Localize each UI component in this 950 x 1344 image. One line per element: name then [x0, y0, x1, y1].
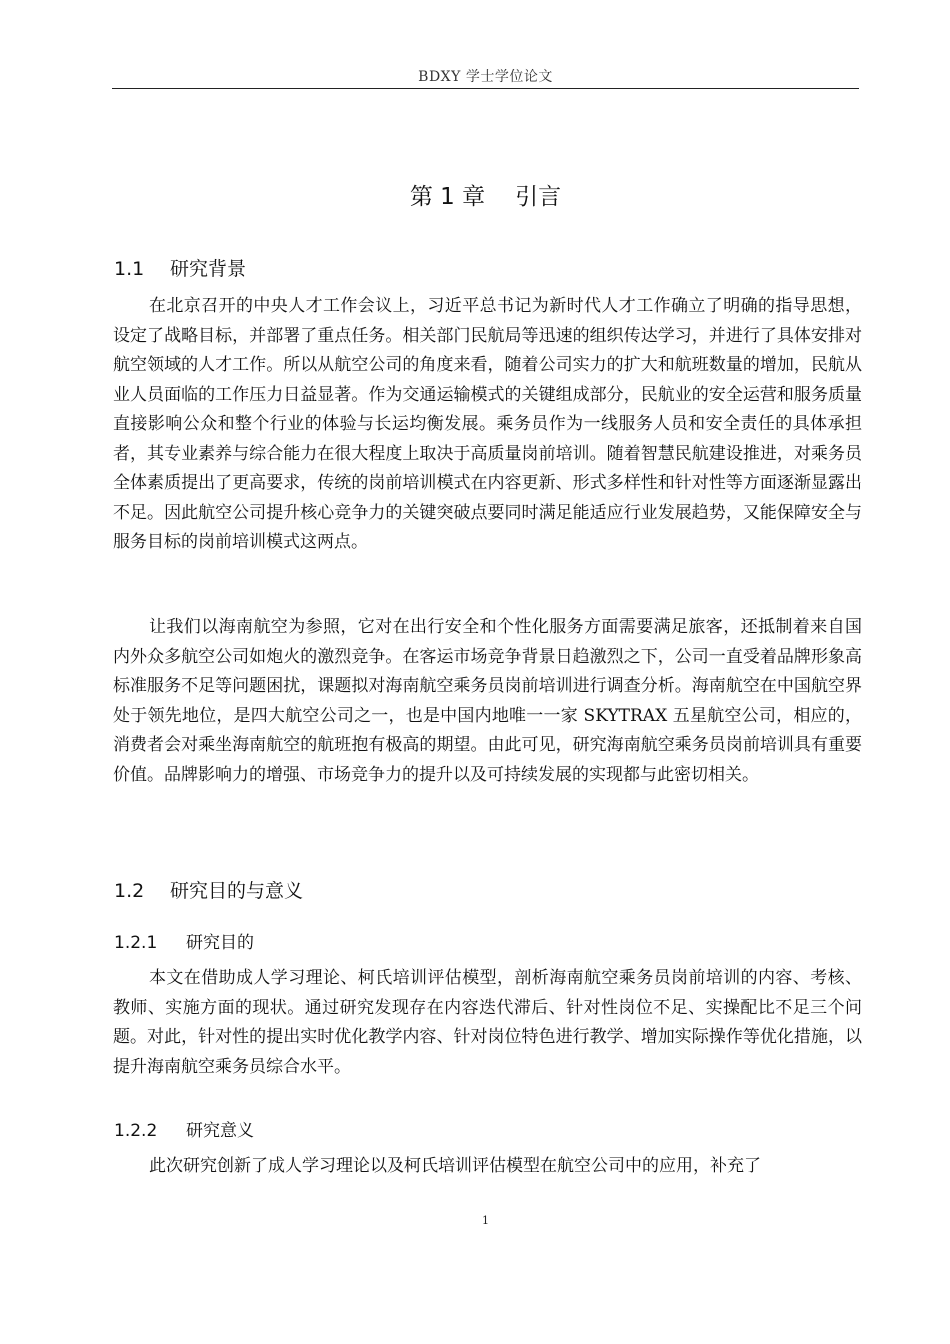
- section-heading-1-2: [114, 876, 303, 903]
- chapter-name: 引言: [515, 184, 562, 210]
- header-divider: [112, 88, 859, 89]
- section-number: 1.1: [114, 258, 145, 280]
- section-heading-1-1: [114, 254, 246, 281]
- subsection-number: 1.2.2: [114, 1121, 158, 1141]
- subsection-heading-1-2-1: [114, 928, 254, 953]
- body-paragraph: 让我们以海南航空为参照，它对在出行安全和个性化服务方面需要满足旅客，还抵制着来自国内外众多航空公司如炮火的激烈竞争。在客运市场竞争背景日趋激烈之下，公司一直受着品牌形象高标准服务不足等问题困扰，课题拟对海南航空乘务员岗前培训进行调查分析。海南航空在中国航空界处于领先地位，是四大航空公司之一，也是中国内地唯一一家 SKYTRAX 五星航空公司，相应的，消费者会对乘坐海南航空的航班抱有极高的期望。由此可见，研究海南航空乘务员岗前培训具有重要价值。品牌影响力的增强、市场竞争力的提升以及可持续发展的实现都与此密切相关。: [113, 617, 862, 785]
- page-number: 1: [482, 1214, 489, 1227]
- section-title: 研究背景: [170, 258, 247, 280]
- section-title: 研究目的与意义: [170, 880, 304, 902]
- running-header: BDXY 学士学位论文: [418, 69, 553, 85]
- subsection-title: 研究意义: [186, 1121, 254, 1141]
- section-number: 1.2: [114, 880, 145, 902]
- body-paragraph: 本文在借助成人学习理论、柯氏培训评估模型，剖析海南航空乘务员岗前培训的内容、考核、教师、实施方面的现状。通过研究发现存在内容迭代滞后、针对性岗位不足、实操配比不足三个问题。对此，针对性的提出实时优化教学内容、针对岗位特色进行教学、增加实际操作等优化措施，以提升海南航空乘务员综合水平。: [113, 968, 862, 1077]
- subsection-title: 研究目的: [186, 933, 254, 953]
- body-paragraph: 在北京召开的中央人才工作会议上，习近平总书记为新时代人才工作确立了明确的指导思想，设定了战略目标，并部署了重点任务。相关部门民航局等迅速的组织传达学习，并进行了具体安排对航空领域的人才工作。所以从航空公司的角度来看，随着公司实力的扩大和航班数量的增加，民航从业人员面临的工作压力日益显著。作为交通运输模式的关键组成部分，民航业的安全运营和服务质量直接影响公众和整个行业的体验与长运均衡发展。乘务员作为一线服务人员和安全责任的具体承担者，其专业素养与综合能力在很大程度上取决于高质量岗前培训。随着智慧民航建设推进，对乘务员全体素质提出了更高要求，传统的岗前培训模式在内容更新、形式多样性和针对性等方面逐渐显露出不足。因此航空公司提升核心竞争力的关键突破点要同时满足能适应行业发展趋势，又能保障安全与服务目标的岗前培训模式这两点。: [113, 296, 862, 552]
- subsection-number: 1.2.1: [114, 933, 158, 953]
- subsection-heading-1-2-2: [114, 1116, 254, 1141]
- chapter-title: [112, 178, 859, 211]
- chapter-number: 第 1 章: [409, 184, 486, 210]
- body-paragraph: 此次研究创新了成人学习理论以及柯氏培训评估模型在航空公司中的应用，补充了: [149, 1156, 761, 1176]
